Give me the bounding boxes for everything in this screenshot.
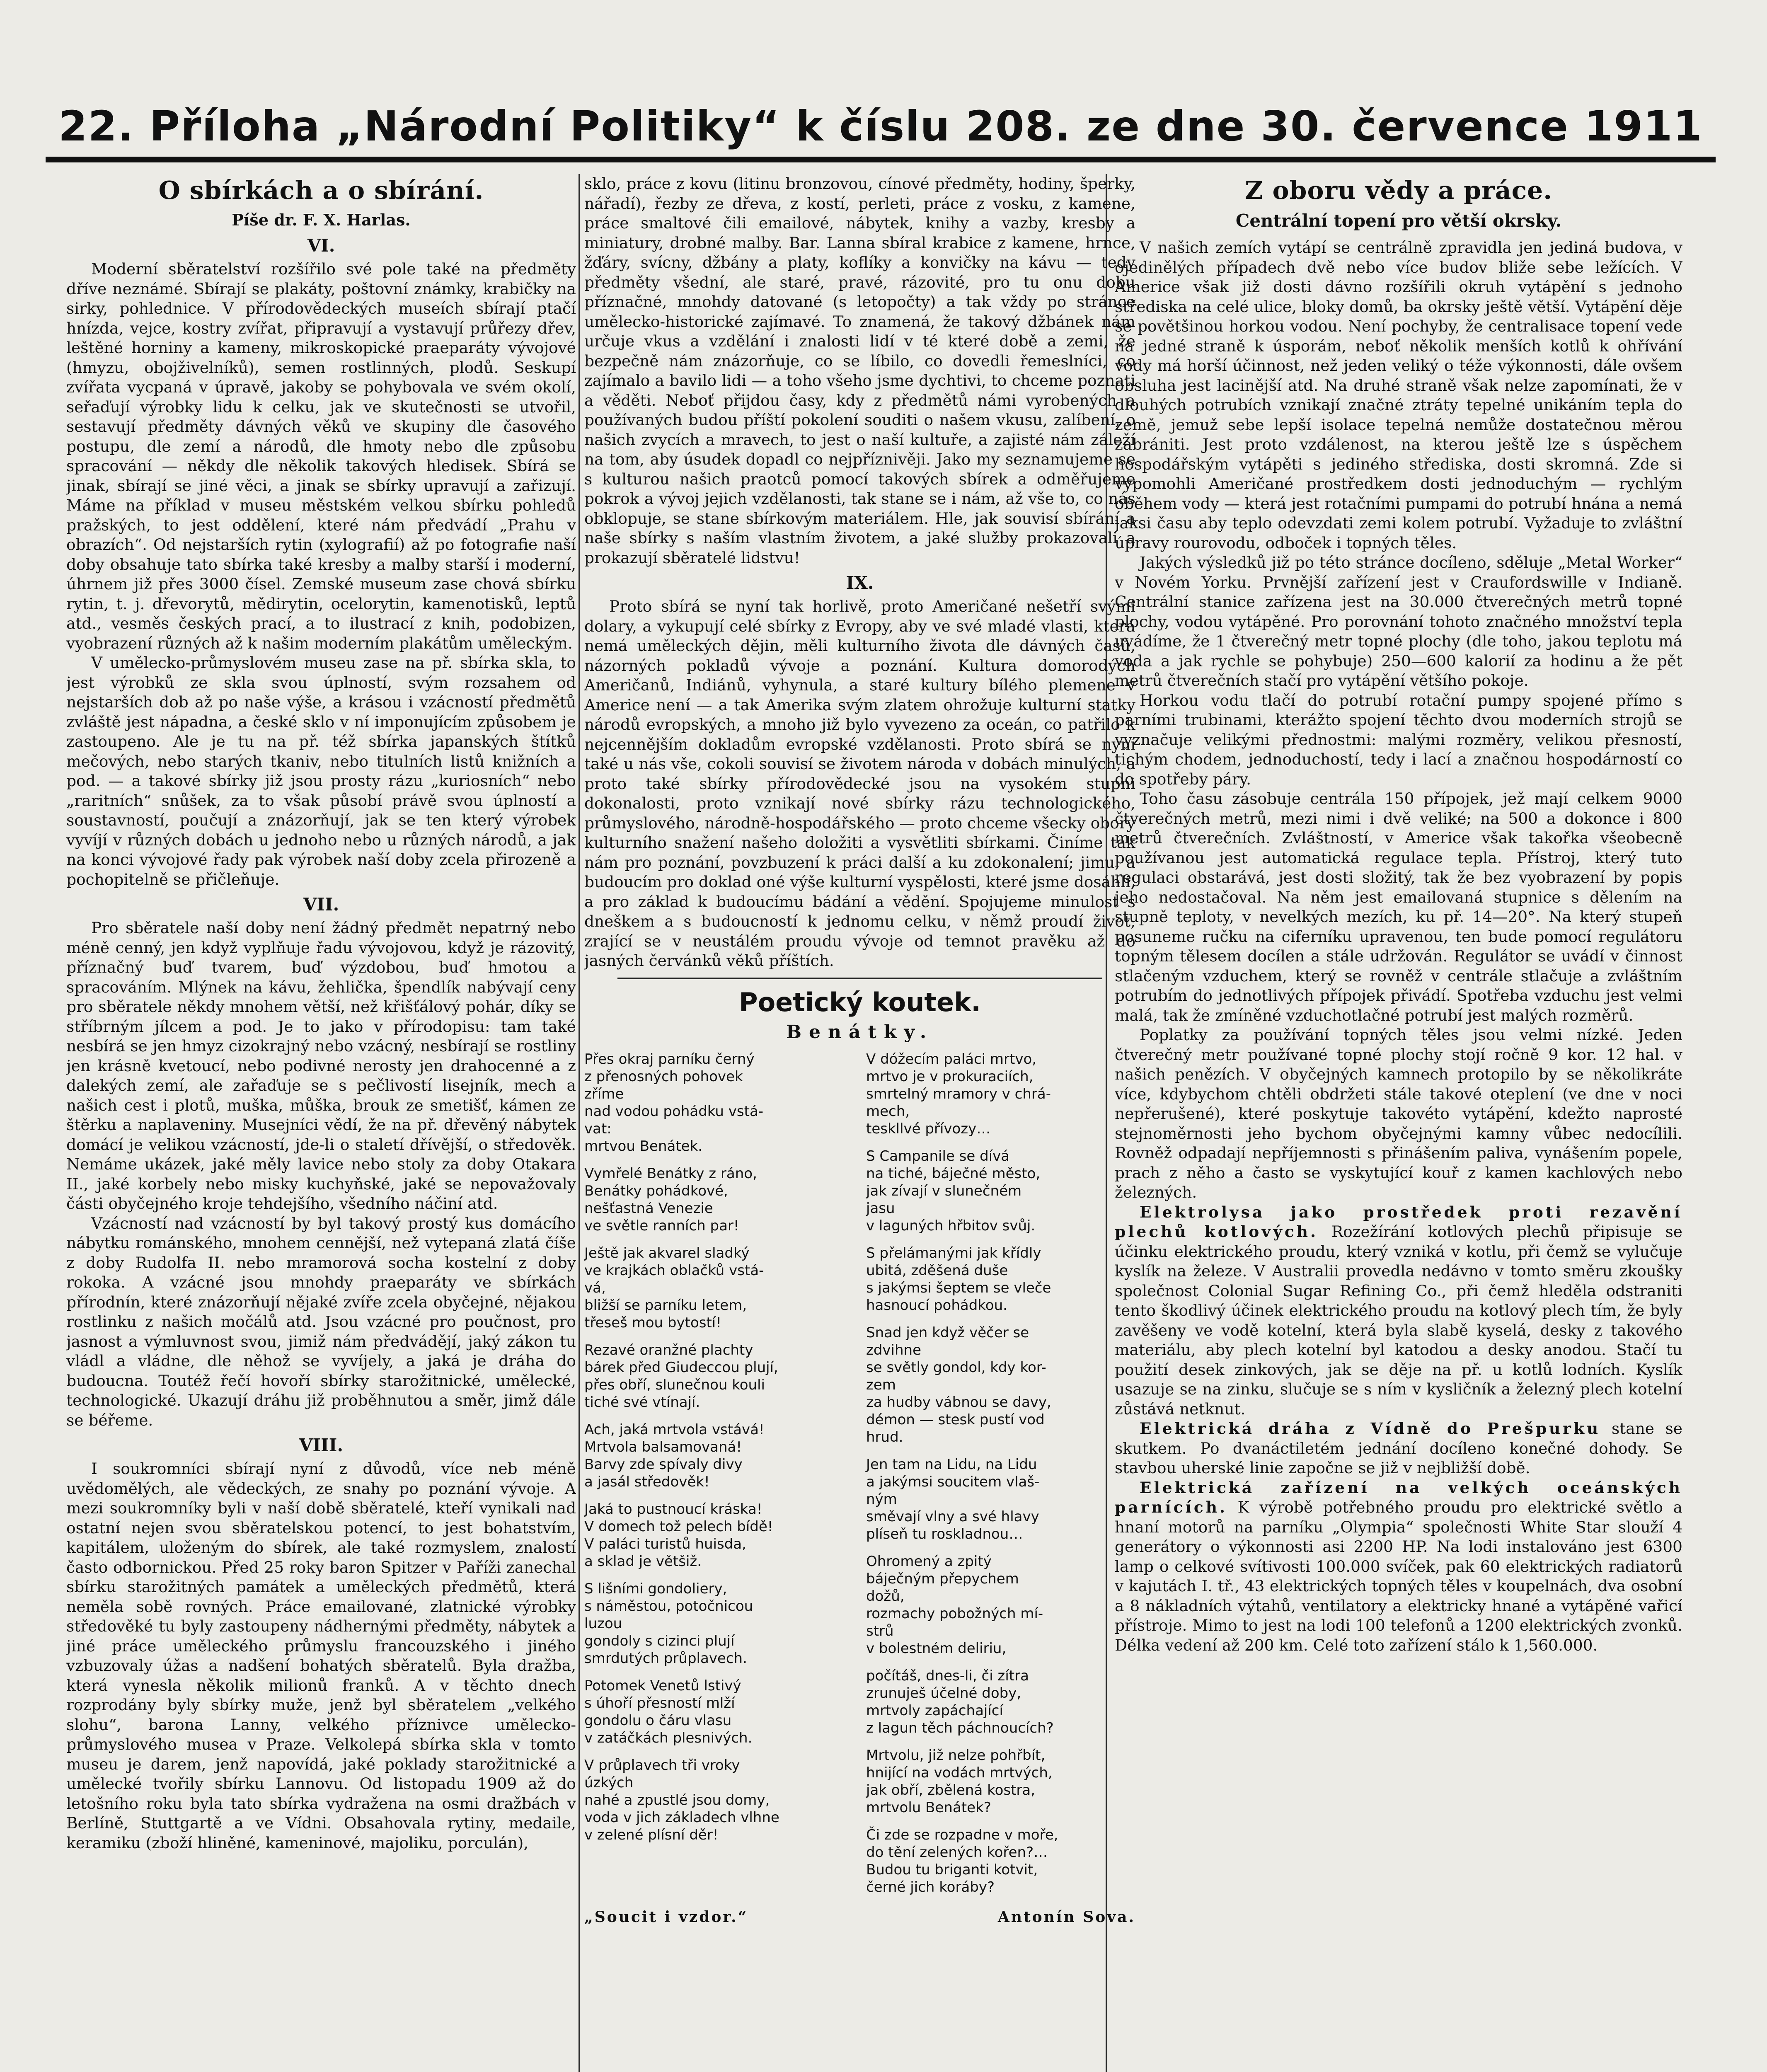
poem-verse: ubitá, zděšená duše	[866, 1262, 1008, 1279]
poem-footer	[584, 1908, 1135, 1926]
paragraph: Toho času zásobuje centrála 150 přípojek, jež mají celkem 9000 čtverečných metrů, mezi nimi i dvě veliké; na 500 a dokonce i 800 metrů čtverečních. Zvláštností, v Americe však takořka všeobecně používanou jest automatická regulace tepla. Přístroj, který tuto regulaci obstarává, jest dosti složitý, tak že bez vyobrazení by popis jeho nedostačoval. Na něm jest emailovaná stupnice s dělením na stupně teploty, v nevelkých mezích, ku př. 14—20°. Na který stupeň posuneme ručku na ciferníku upravenou, ten bude pomocí regulátoru topným tělesem docílen a stále udržován. Regulátor se uvádí v činnost stlačeným vzduchem, který se rovněž v centrále stlačuje a zvláštním potrubím do jednotlivých přípojek přivádí. Spotřeba vzduchu jest velmi malá, tak že zmíněné vzduchotlačné potrubí jest malých rozměrů.	[1115, 789, 1682, 1024]
poem-verse: smrdutých průplavech.	[584, 1650, 747, 1667]
poem-stanza	[866, 1553, 1135, 1657]
poem-verse: hrud.	[866, 1428, 903, 1445]
poem-title: Benátky.	[786, 1021, 934, 1043]
news-text: K výrobě potřebného proudu pro elektrické světlo a hnaní motorů na parníku „Olympia“ společnosti White Star slouží 4 generátory o výkonnosti asi 2200 HP. Na lodi instalováno jest 6300 lamp o celkové svítivosti 100.000 svíček, pak 60 elektrických radiatorů v kajutách I. tř., 43 elektrických topných těles v koupelnách, dva osobní a 8 nákladních výtahů, ventilatory a elektricky hnané a vytápěné vařicí přístroje. Mimo to jest na lodi 100 telefonů a 1200 elektrických zvonků. Délka vedení až 200 km. Celé toto zařízení stálo k 1,560.000.	[1115, 1498, 1682, 1654]
poem-verse: vá,	[584, 1279, 606, 1296]
poem-verse: přes obří, slunečnou kouli	[584, 1376, 765, 1393]
article-title: Centrální topení pro větší okrsky.	[1235, 211, 1562, 231]
poem-section-title: Poetický koutek.	[739, 987, 981, 1017]
poem-stanza	[866, 1747, 1135, 1816]
poem-verse: počítáš, dnes-li, či zítra	[866, 1667, 1029, 1684]
poem-verse: mrtvoly zapáchající	[866, 1702, 1003, 1719]
poem-verse: mrtvou Benátek.	[584, 1138, 703, 1155]
poem-verse: zem	[866, 1376, 896, 1393]
poem-stanza	[584, 1580, 854, 1667]
poem-verse: Potomek Venetů lstivý	[584, 1677, 741, 1694]
poem-collection: „Soucit i vzdor.“	[584, 1908, 748, 1926]
poem-verse: ným	[866, 1491, 897, 1508]
section-number: VIII.	[299, 1435, 344, 1455]
poem-stanza	[866, 1456, 1135, 1543]
paragraph: Moderní sběratelství rozšířilo své pole také na předměty dříve neznámé. Sbírají se plakáty, poštovní známky, krabičky na sirky, pohlednice. V přírodovědeckých museích sbírají ptačí hnízda, vejce, kostry zvířat, připravují a vystavují průřezy dřev, leštěné horniny a kameny, mikroskopické praeparáty vývojové (hmyzu, obojživelníků), semen rostlinných, plodů. Seskupí zvířata vycpaná v úpravě, jakoby se pohybovala ve svém okolí, seřaďují výrobky lidu k celku, jak ve skutečnosti se utvořil, sestavují předměty dávných věků ve skupiny dle časového postupu, dle zemí a národů, dle hmoty nebo dle způsobu spracování — někdy dle několik takových hledisek. Sbírá se jinak, sbírají se jiné věci, a jinak se sbírky upravují a zařizují. Máme na příklad v museu městském velkou sbírku pohledů pražských, to jest oddělení, které nám předvádí „Prahu v obrazích“. Od nejstarších rytin (xylografií) až po fotografie naší doby obsahuje tato sbírka také kresby a malby starší i moderní, úhrnem již přes 3000 čísel. Zemské museum zase chová sbírku rytin, t. j. dřevorytů, mědirytin, ocelorytin, kamenotisků, leptů atd., vesměs českých prací, a to ilustrací z knih, podobizen, vyobrazení různých až k našim moderním plakátům uměleckým.	[66, 260, 576, 652]
poem-verse: Benátky pohádkové,	[584, 1182, 728, 1199]
news-lead: Elektrolysa jako prostředek proti rezavění plechů kotlových.	[1115, 1203, 1682, 1241]
poem-stanza	[584, 1501, 854, 1570]
poem-verse: zdvihne	[866, 1341, 922, 1358]
paragraph: V našich zemích vytápí se centrálně zpravidla jen jediná budova, v ojedinělých případech dvě nebo více budov bliže sebe ležících. V Americe však již dosti dávno rozšířili okruh vytápění s jednoho střediska na celé ulice, bloky domů, ba okrsky ještě větší. Vytápění děje se povětšinou horkou vodou. Není pochyby, že centralisace topení vede na jedné straně k úsporám, neboť několik menších kotlů k ohřívání vody má horší účinnost, než jeden veliký o téže výkonnosti, dále ovšem obsluha jest lacinější atd. Na druhé straně však nelze zapomínati, že v dlouhých potrubích vznikají značné ztráty tepelné unikáním tepla do země, jemuž sebe lepší isolace tepelná nemůže dostatečnou měrou zabrániti. Jest proto vzdálenost, na kterou ještě lze s úspěchem hospodářským vytápěti s jediného střediska, dosti skromná. Zde si vypomohli Američané prostředkem dosti jednoduchým — rychlým oběhem vody — která jest rotačními pumpami do potrubí hnána a nemá jaksi času aby teplo odevzdati zemi kolem potrubí. Vyžaduje to zvláštní úpravy rourovodu, odboček i topných těles.	[1115, 238, 1682, 552]
news-item	[1115, 1419, 1682, 1478]
poem-verse: nešťastná Venezie	[584, 1200, 713, 1217]
poem-verse: Jen tam na Lidu, na Lidu	[866, 1456, 1037, 1473]
poem-verse: černé jich koráby?	[866, 1878, 995, 1895]
poem-verse: zrunuješ účelné doby,	[866, 1685, 1021, 1702]
poem-stanza	[866, 1147, 1135, 1234]
masthead-rule	[46, 157, 1716, 162]
poem-stanza	[584, 1341, 854, 1411]
poem-stanza	[584, 1757, 854, 1844]
poem-verse: teskllvé přívozy…	[866, 1120, 991, 1137]
poem-verse: zříme	[584, 1085, 624, 1102]
poem-verse: jak obří, zbělená kostra,	[866, 1782, 1036, 1798]
news-lead: Elektrická dráha z Vídně do Prešpurku	[1140, 1419, 1601, 1438]
column-divider	[579, 174, 580, 2072]
poem-author: Antonín Sova.	[997, 1908, 1135, 1926]
poem-verse: Přes okraj parníku černý	[584, 1051, 755, 1067]
poem-stanza	[866, 1667, 1135, 1737]
poem-verse: jasu	[866, 1200, 895, 1217]
poem-verse: V dóžecím paláci mrtvo,	[866, 1051, 1037, 1067]
article-byline: Píše dr. F. X. Harlas.	[232, 211, 411, 229]
poem-verse: Mrtvolu, již nelze pohřbít,	[866, 1747, 1046, 1764]
poem-verse: s jakýmsi šeptem se vleče	[866, 1279, 1051, 1296]
poem-verse: smrtelný mramory v chrá-	[866, 1085, 1051, 1102]
poem-stanza	[584, 1244, 854, 1331]
poem-verse: rozmachy pobožných mí-	[866, 1605, 1043, 1622]
poem-verse: Rezavé oranžné plachty	[584, 1341, 753, 1358]
poem-verse: Ještě jak akvarel sladký	[584, 1244, 750, 1261]
poem-verse: v zatáčkách plesnivých.	[584, 1729, 753, 1746]
section-title: Z oboru vědy a práce.	[1244, 176, 1553, 205]
news-item	[1115, 1203, 1682, 1419]
poem-verse: Budou tu briganti kotvit,	[866, 1861, 1038, 1878]
poem-verse: a sklad je většiž.	[584, 1553, 702, 1570]
poem-verse: plíseň tu roskladnou…	[866, 1525, 1023, 1542]
poem-verse: dožů,	[866, 1588, 905, 1605]
poem-verse: Snad jen když věčer se	[866, 1324, 1029, 1341]
poem-verse: mrtvolu Benátek?	[866, 1799, 991, 1816]
poem-verse: ve světle ranních par!	[584, 1217, 739, 1234]
poem-verse: S lišními gondoliery,	[584, 1580, 727, 1597]
poem-verse: Jaká to pustnoucí kráska!	[584, 1501, 762, 1518]
poem-verse: za hudby vábnou se davy,	[866, 1394, 1051, 1411]
section-number: VI.	[307, 235, 335, 256]
poem-stanza	[866, 1244, 1135, 1314]
poem-stanza	[866, 1324, 1135, 1446]
masthead	[46, 99, 1716, 166]
news-lead: Elektrická zařízení na velkých oceánských parnících.	[1115, 1478, 1682, 1516]
poem-stanza	[866, 1051, 1135, 1138]
paragraph: Poplatky za používání topných těles jsou velmi nízké. Jeden čtverečný metr používané topné plochy stojí ročně 9 kor. 12 hal. v našich penězích. V obyčejných kamnech protopilo by se několikráte více, kdybychom chtěli obdržeti stále takové oteplení (ve dne v noci nepřerušené), které poskytuje takovéto vytápění, kdežto naprosté stejnoměrnosti jeho bychom obyčejnými kamny vůbec nedocílili. Rovněž odpadají nepříjemnosti s přinášením paliva, vynášením popele, prach z něho a často se vyskytující kouř z kamen kachlových nebo železných.	[1115, 1026, 1682, 1201]
poem-verse: bližší se parníku letem,	[584, 1297, 747, 1314]
poem-verse: z lagun těch páchnoucích?	[866, 1719, 1054, 1736]
poem-verse: démon — stesk pustí vod	[866, 1411, 1045, 1428]
poem-verse: mrtvo je v prokuraciích,	[866, 1068, 1034, 1085]
poem-verse: bárek před Giudeccou plují,	[584, 1359, 778, 1376]
article-title: O sbírkách a o sbírání.	[158, 176, 484, 205]
poem-verse: nahé a zpustlé jsou domy,	[584, 1791, 770, 1808]
news-text: Rozežírání kotlových plechů připisuje se účinku elektrického proudu, který vzniká v kotlu, při čemž se vylučuje kyslík na železe. V Australii provedla nedávno v tomto směru zkoušky společnost Colonial Sugar Refining Co., při čemž hleděla odstraniti tento škodlivý účinek elektrického proudu na kotlový plech tím, že byly zavěšeny ve vodě kotelní, která byla slabě kyselá, desky z takového materiálu, aby plech kotelní byl katodou a desky anodou. Stačí tu použití desek zinkových, jak se děje na př. u kotlů lodních. Kyslík usazuje se na zinku, slučuje se s ním v kysličník a železný plech kotelní zůstává netknut.	[1115, 1222, 1682, 1418]
poem-verse: třeseš mou bytostí!	[584, 1314, 721, 1331]
poem-verse: se světly gondol, kdy kor-	[866, 1359, 1046, 1376]
news-text: stane se skutkem. Po dvanáctiletém jednání docíleno konečné dohody. Se stavbou uherské linie započne se již v nejbližší době.	[1115, 1419, 1682, 1477]
poem-verse: S přelámanými jak křídly	[866, 1244, 1041, 1261]
poem-verse: mech,	[866, 1103, 910, 1120]
poem-verse: V paláci turistů huisda,	[584, 1535, 746, 1552]
article-sbirky-column	[66, 174, 576, 2072]
poem-verse: na tiché, báječné město,	[866, 1165, 1041, 1182]
poem-verse: hnijící na vodách mrtvých,	[866, 1764, 1053, 1781]
poem-verse: V domech tož pelech bídě!	[584, 1518, 773, 1535]
poem-left-column	[584, 1051, 854, 1906]
poem-verse: v bolestném deliriu,	[866, 1640, 1007, 1657]
poem-verse: směvají vlny a své hlavy	[866, 1508, 1039, 1525]
poem-stanza	[584, 1051, 854, 1155]
poem-verse: ve krajkách oblačků vstá-	[584, 1262, 764, 1279]
poem-verse: Ohromený a zpitý	[866, 1553, 992, 1570]
poem-stanza	[584, 1677, 854, 1747]
poem-verse: V průplavech tři vroky	[584, 1757, 740, 1774]
masthead-title: 22. Příloha „Národní Politiky“ k číslu 208. ze dne 30. července 1911	[58, 102, 1703, 150]
poem-stanza	[584, 1421, 854, 1491]
poem-verse: gondoly s cizinci plují	[584, 1632, 735, 1649]
poem-verse: hasnoucí pohádkou.	[866, 1297, 1007, 1314]
section-number: IX.	[846, 573, 874, 593]
poem-verse: tiché své vtínají.	[584, 1394, 700, 1411]
poem-verse: z přenosných pohovek	[584, 1068, 743, 1085]
science-column	[1115, 174, 1682, 2072]
poem-verse: gondolu o čáru vlasu	[584, 1712, 732, 1729]
article-continuation-column	[584, 174, 1135, 2072]
poem-verse: Mrtvola balsamovaná!	[584, 1438, 742, 1455]
poem-verse: do tění zelených kořen?…	[866, 1844, 1048, 1861]
poem-verse: vat:	[584, 1120, 612, 1137]
poem-verse: Barvy zde spívaly divy	[584, 1456, 743, 1473]
news-item	[1115, 1478, 1682, 1656]
section-number: VII.	[303, 894, 339, 915]
poem-body	[584, 1051, 1135, 1906]
paragraph: sklo, práce z kovu (litinu bronzovou, cínové předměty, hodiny, šperky, nářadí), řezby ze dřeva, z kostí, perleti, práce z vosku, z kamene, práce smaltové čili emailové, nábytek, knihy a vazby, kresby a miniatury, drobné malby. Bar. Lanna sbíral krabice z kamene, hrnce, žďáry, svícny, džbány a platy, koflíky a konvičky na kávu — tedy předměty všední, ale staré, pravé, rázovité, pro tu onu dobu příznačné, mnohdy datované (s letopočty) a tak vždy po stránce umělecko-historické zajímavé. To znamená, že takový džbánek nám určuje vkus a vzdělání i znalosti lidí v té které době a zemi, že bezpečně nám znázorňuje, co se líbilo, co dovedli řemeslníci, co zajímalo a bavilo lidi — a toho všeho jsme dychtivi, to chceme poznati a věděti. Neboť přijdou časy, kdy z předmětů námi vyrobených a používaných budou příští pokolení souditi o našem vkusu, zalíbení, o našich zvycích a mravech, to jest o naší kultuře, a zajisté nám záleží na tom, aby úsudek dopadl co nejpříznivěji. Jako my seznamujeme se s kulturou našich praotců pomocí takových sbírek a odměřujeme pokrok a vývoj jejich vzdělanosti, tak stane se i nám, až vše to, co nás obklopuje, se stane sbírkovým materiálem. Hle, jak souvisí sbírání a naše sbírky s naším vlastním životem, a jaké služby prokazovali a prokazují sběratelé lidstvu!	[584, 174, 1135, 567]
poem-verse: Vymřelé Benátky z ráno,	[584, 1165, 757, 1182]
poem-stanza	[584, 1165, 854, 1234]
poem-verse: Či zde se rozpadne v moře,	[866, 1826, 1058, 1843]
poem-verse: báječným přepychem	[866, 1570, 1019, 1587]
poem-verse: jak zívají v slunečném	[866, 1182, 1022, 1199]
paragraph: Pro sběratele naší doby není žádný předmět nepatrný nebo méně cenný, jen když vyplňuje řadu vývojovou, když je rázovitý, příznačný buď tvarem, buď výzdobou, buď hmotou a spracováním. Mlýnek na kávu, žehlička, špendlík nabývají ceny pro sběratele někdy mnohem větší, než křišťálový pohár, díky se stříbrným jílcem a pod. Je to jako v přírodopisu: tam také nesbírá se jen hmyz cizokrajný nebo vzácný, nesbírají se rostliny jen krásně kvetoucí, nebo podivné nerosty jen drahocenné a z dalekých zemí, ale zařaďuje se s pečlivostí lisejník, mech a našich cest i plotů, muška, můška, brouk ze smetišť, kámen ze štěrku a naplaveniny. Museјníci vědí, že na př. dřevěný nábytek domácí je velikou vzácností, jde-li o staletí dřívější, o středověk. Nemáme ukázek, jaké měly lavice nebo stoly za doby Otakara II., jaké korbely nebo misky kuchyňské, jaké se nepovažovaly části obyčejného kroje tehdejšího, všedního náčiní atd.	[66, 919, 576, 1213]
poem-verse: a jakýmsi soucitem vlaš-	[866, 1473, 1040, 1490]
paragraph: I soukromníci sbírají nyní z důvodů, více neb méně uvědomělých, ale vědeckých, ze snahy po poznání vývoje. A mezi soukromníky byli v naší době sběratelé, kteří vynikali nad ostatní nejen svou sběratelskou potencí, to jest bohatstvím, kapitálem, uloženým do sbírek, ale také rozmyslem, znalostí často odbornickou. Před 25 roky baron Spitzer v Paříži zanechal sbírku starožitných památek a uměleckých předmětů, která neměla sobě rovných. Práce emailované, zlatnické výrobky středověké tu byly zastoupeny nádhernými předměty, nábytek a jiné práce uměleckého průmyslu francouzského i jiného vzbuzovaly úžas a nadšení bohatých sběratelů. Byla dražba, která vynesla několik milionů franků. A v těchto dnech rozprodány byly sbírky muže, jenž byl sběratelem „velkého slohu“, barona Lanny, velkého příznivce umělecko-průmyslového musea v Praze. Velkolepá sbírka skla v tomto museu je darem, jenž napovídá, jaké poklady starožitnické a umělecké tvořily sbírku Lannovu. Od listopadu 1909 až do letošního roku byla tato sbírka vydražena na osmi dražbách v Berlíně, Stuttgartě a ve Vídni. Obsahovala rytiny, medaile, keramiku (zboží hliněné, kameninové, majoliku, porculán),	[66, 1460, 576, 1852]
poem-right-column	[866, 1051, 1135, 1906]
section-divider	[617, 978, 1102, 979]
poem-verse: strů	[866, 1622, 894, 1639]
poem-verse: v laguných hřbitov svůj.	[866, 1217, 1036, 1234]
paragraph: Jakých výsledků již po této stránce docíleno, sděluje „Metal Worker“ v Novém Yorku. Prvnější zařízení jest v Craufordswille v Indianě. Centrální stanice zařízena jest na 30.000 čtverečných metrů topné plochy, vodou vytápěné. Pro porovnání tohoto značného množství tepla uvádíme, že 1 čtverečný metr topné plochy (dle toho, jakou teplotu má voda a jak rychle se pohybuje) 250—600 kalorií za hodinu a že pět metrů čtverečních stačí pro vytápění většího pokoje.	[1115, 553, 1682, 690]
poem-verse: a jasál středověk!	[584, 1473, 710, 1490]
poem-verse: luzou	[584, 1615, 622, 1632]
poem-verse: v zelené plísní děr!	[584, 1826, 719, 1843]
paragraph: Horkou vodu tlačí do potrubí rotační pumpy spojené přímo s parními trubinami, kterážto spojení těchto dvou moderních strojů se vyznačuje velikými přednostmi: malými rozměry, velikou přesností, tichým chodem, jednoduchostí, tedy i lací a značnou hospodárností co do spotřeby páry.	[1115, 691, 1682, 788]
poem-stanza	[866, 1826, 1135, 1896]
poem-verse: s náměstou, potočnicou	[584, 1598, 753, 1615]
poem-verse: s úhoří přesností mlží	[584, 1694, 735, 1711]
poem-verse: úzkých	[584, 1774, 634, 1791]
paragraph: V umělecko-průmyslovém museu zase na př. sbírka skla, to jest výrobků ze skla svou úplností, svým rozsahem od nejstarších dob až po naše výše, a krásou i vzácností předmětů zvláště jest nápadna, a české sklo v ní imponujícím způsobem je zastoupeno. Ale je tu na př. též sbírka japanských štítků mečových, nebo starých tkaniv, nebo titulních listů knižních a pod. — a takové sbírky již jsou prosty rázu „kuriosních“ nebo „raritních“ snůšek, za to však působí právě svou úplností a soustavností, poučují a znázorňují, jak se ten který výrobek vyvíjí v různých dobách u jednoho nebo u různých národů, a jak na konci vývojové řady pak výrobek naší doby zcela přirozeně a pochopitelně se přičleňuje.	[66, 654, 576, 888]
paragraph: Proto sbírá se nyní tak horlivě, proto Američané nešetří svými dolary, a vykupují celé sbírky z Evropy, aby ve své mladé vlasti, která nemá uměleckých dějin, měli kulturního života dle dávných časů, názorných pokladů vývoje a poznání. Kultura domorodých Američanů, Indiánů, vyhynula, a staré kultury bílého plemene v Americe není — a tak Amerika svým zlatem ohrožuje kulturní statky národů evropských, a mnoho již bylo vyvezeno za oceán, co patřilo k nejcennějším dokladům evropské vzdělanosti. Proto sbírá se nyní také u nás vše, cokoli souvisí se životem národa v dobách minulých, a proto také sbírky přírodovědecké jsou na vysokém stupni dokonalosti, proto vznikají nové sbírky rázu technologického, průmyslového, národně-hospodářského — proto chceme všecky obory kulturního snažení našeho doložiti a vysvětliti sbírkami. Činíme tak nám pro poznání, povzbuzení k práci další a ku zdokonalení; jimu, a budoucím pro doklad oné výše kulturní vyspělosti, které jsme dosáhli, a pro základ k budoucímu bádání a vědění. Spojujeme minulost s dneškem a s budoucností k jednomu celku, v němž proudí život, zrající se v neustálém proudu vývoje od temnot pravěku až do jasných červánků věků příštích.	[584, 597, 1135, 970]
poem-verse: voda v jich základech vlhne	[584, 1809, 779, 1826]
poem-verse: S Campanile se dívá	[866, 1147, 1010, 1164]
poem-verse: nad vodou pohádku vstá-	[584, 1103, 764, 1120]
poem-verse: Ach, jaká mrtvola vstává!	[584, 1421, 765, 1438]
paragraph: Vzácností nad vzácností by byl takový prostý kus domácího nábytku románského, mnohem cennější, než vytepaná zlatá číše z doby Rudolfa II. nebo mramorová socha kostelní z doby rokoka. A vzácné jsou mnohdy praeparáty ve sbírkách přírodnín, které znázorňují nějaké zvíře zcela obyčejné, nějakou rostlinku z našich močálů atd. Jsou vzácné pro poučnost, pro jasnost a výmluvnost svou, jimiž nám předvádějí, jaký zákon tu vládl a vládne, dle něhož se vyvíjely, a jaká je dráha do budoucna. Toutéž řečí hovoří sbírky starožitnické, umělecké, technologické. Ukazují dráhu již proběhnutou a směr, jimž dále se béřeme.	[66, 1214, 576, 1429]
